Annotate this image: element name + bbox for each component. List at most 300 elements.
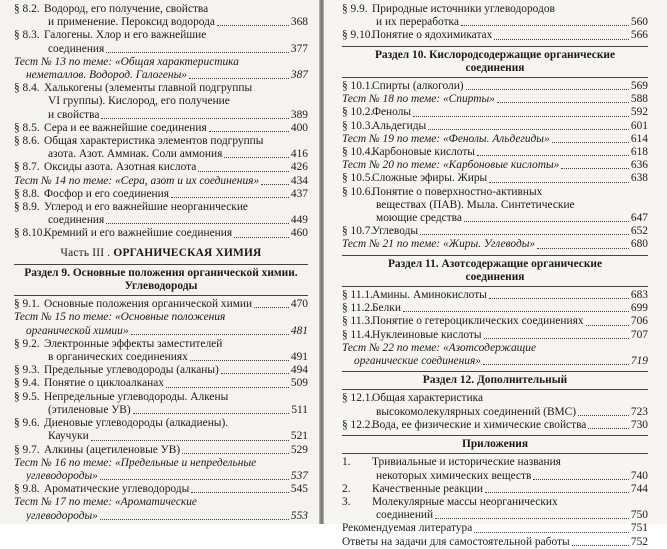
toc-entry: [14, 483, 308, 496]
toc-entry-text: [14, 56, 239, 69]
toc-entry: [342, 315, 648, 328]
dot-leader: [497, 102, 629, 103]
toc-entry-text: [342, 106, 411, 119]
toc-entry-line: [14, 29, 308, 42]
toc-entry-title: Тест № 15 по теме: «Основные положения: [14, 311, 226, 324]
toc-page-number: 719: [630, 355, 648, 368]
toc-entry-text: [14, 175, 259, 188]
section-10-heading: [342, 46, 648, 78]
toc-entry-title: Диеновые углеводороды (алкадиены).: [44, 417, 229, 430]
toc-entry-line: [342, 342, 648, 355]
toc-page-number: 592: [630, 106, 648, 119]
toc-entry: [342, 146, 648, 159]
toc-entry: [342, 225, 648, 238]
toc-entry-title: Непредельные углеводороды. Алкены: [44, 390, 229, 403]
toc-entry: [342, 329, 648, 342]
toc-entry-number: 2.: [342, 482, 351, 495]
toc-entry: [342, 3, 648, 29]
toc-page-number: 368: [290, 16, 308, 29]
toc-entry-text: [342, 225, 418, 238]
toc-entry-line: [342, 106, 648, 119]
toc-entry-line: [14, 496, 308, 509]
section-12-heading: [342, 371, 648, 390]
toc-entry-continuation: [14, 351, 308, 364]
toc-entry-number: § 9.3.: [14, 364, 40, 377]
dot-leader: [171, 197, 289, 198]
section-11-title: Раздел 11. Азотсодержащие органические: [387, 257, 603, 270]
toc-entry-continuation: [14, 109, 308, 122]
toc-entry-title: Ответы на задачи для самостоятельной работы: [342, 535, 570, 548]
toc-entry-line: [14, 391, 308, 404]
toc-entry-title: VI группы). Кислород, его получение: [48, 95, 230, 108]
dot-leader: [221, 373, 289, 374]
toc-page-number: 426: [290, 161, 308, 174]
toc-group-left-a: [14, 3, 308, 241]
toc-entry-continuation: [342, 16, 648, 29]
dot-leader: [106, 223, 289, 224]
dot-leader: [403, 311, 629, 312]
toc-entry-title: Нуклеиновые кислоты: [372, 328, 482, 341]
toc-entry-text: [342, 302, 401, 315]
toc-entry-line: [14, 56, 308, 69]
toc-entry-title: Тест № 17 по теме: «Ароматические: [14, 496, 197, 509]
dot-leader: [100, 479, 289, 480]
toc-entry-title: Общая характеристика элементов подгруппы: [44, 135, 264, 148]
toc-entry-title: Тест № 22 по теме: «Азотсодержащие: [342, 341, 537, 354]
toc-entry-text: [14, 417, 228, 430]
toc-entry-title: в органических соединениях: [48, 351, 188, 364]
toc-entry-line: [14, 377, 308, 390]
toc-page-number: 553: [290, 509, 308, 522]
toc-entry: [14, 122, 308, 135]
toc-test-entry: [14, 175, 308, 188]
toc-entry-text: [342, 172, 487, 185]
toc-entry-title: моющие средства: [376, 212, 462, 225]
toc-entry: [342, 29, 648, 42]
toc-entry-text: [342, 536, 570, 549]
toc-page-number: 400: [290, 121, 308, 134]
toc-entry-title: Белки: [372, 302, 401, 315]
toc-entry-line: [342, 419, 648, 432]
toc-entry-title: Альдегиды: [372, 119, 427, 132]
toc-entry-title: соединения: [48, 42, 105, 55]
toc-entry-line: [14, 338, 308, 351]
toc-entry: [14, 417, 308, 443]
toc-entry-text: [14, 377, 164, 390]
toc-entry-text: [342, 392, 483, 405]
toc-entry-text: [14, 338, 222, 351]
toc-entry-line: [342, 522, 648, 535]
dot-leader: [588, 428, 629, 429]
toc-entry-title: Амины. Аминокислоты: [372, 289, 487, 302]
toc-entry: [342, 186, 648, 226]
toc-entry: [14, 391, 308, 417]
toc-entry-text: [342, 159, 559, 172]
toc-page-number: 437: [290, 187, 308, 200]
toc-entry-line: [342, 120, 648, 133]
toc-entry-line: [14, 227, 308, 240]
toc-entry-line: [14, 201, 308, 214]
toc-entry-text: [14, 188, 169, 201]
toc-page-number: 481: [290, 324, 308, 337]
toc-page-number: 569: [630, 80, 648, 93]
toc-entry-text: [14, 122, 207, 135]
toc-entry-line: [342, 172, 648, 185]
toc-page-number: 652: [630, 225, 648, 238]
section-10-title: Раздел 10. Кислородсодержащие органические: [374, 48, 616, 61]
toc-entry: [14, 29, 308, 55]
toc-entry-text: [14, 496, 197, 509]
toc-entry-line: [342, 225, 648, 238]
toc-entry-title: Основные положения органической химии: [44, 298, 253, 311]
dot-leader: [466, 89, 629, 90]
toc-entry-title: и их переработка: [376, 16, 459, 29]
dot-leader: [131, 334, 289, 335]
toc-entry-text: [342, 329, 482, 342]
toc-group-right-d: [342, 392, 648, 432]
right-toc-column: [342, 3, 648, 549]
toc-entry-number: § 10.5.: [342, 172, 374, 185]
dot-leader: [533, 479, 629, 480]
toc-page-number: 707: [630, 328, 648, 341]
toc-page-number: 614: [630, 132, 648, 145]
toc-entry: [342, 419, 648, 432]
toc-test-entry: [14, 311, 308, 337]
toc-entry: [342, 120, 648, 133]
toc-entry-text: [342, 289, 487, 302]
toc-entry: [14, 338, 308, 364]
toc-page-number: 751: [630, 522, 648, 535]
dot-leader: [461, 25, 629, 26]
toc-entry-text: [14, 391, 228, 404]
toc-entry-continuation: [14, 69, 308, 82]
toc-entry-title: Предельные углеводороды (алканы): [44, 364, 219, 377]
toc-entry-number: § 9.7.: [14, 443, 40, 456]
toc-entry-title: Электронные эффекты заместителей: [44, 337, 223, 350]
toc-group-right-a: [342, 3, 648, 43]
dot-leader: [484, 338, 629, 339]
toc-entry-number: § 9.8.: [14, 483, 40, 496]
toc-page-number: 460: [290, 227, 308, 240]
dot-leader: [166, 387, 289, 388]
toc-entry: [342, 80, 648, 93]
toc-entry-number: 3.: [342, 495, 351, 508]
toc-entry-continuation: [342, 355, 648, 368]
dot-leader: [552, 142, 629, 143]
toc-page-number: 680: [630, 238, 648, 251]
toc-entry-title: Тест № 20 по теме: «Карбоновые кислоты»: [342, 159, 560, 172]
dot-leader: [420, 234, 629, 235]
toc-entry-title: Каучуки: [48, 430, 89, 443]
toc-entry-line: [342, 315, 648, 328]
toc-entry-text: [342, 29, 492, 42]
toc-entry-text: [342, 133, 550, 146]
dot-leader: [413, 116, 629, 117]
toc-page-number: 638: [630, 172, 648, 185]
toc-entry-line: [14, 82, 308, 95]
toc-entry-title: Тест № 21 по теме: «Жиры. Углеводы»: [342, 238, 536, 251]
toc-entry-number: § 12.2.: [342, 418, 374, 431]
toc-entry-line: [342, 146, 648, 159]
toc-entry-text: [14, 444, 180, 457]
toc-entry-title: Сера и ее важнейшие соединения: [44, 121, 207, 134]
toc-entry-line: [14, 457, 308, 470]
toc-entry-title: Водород, его получение, свойства: [44, 3, 209, 15]
toc-entry-title: Понятие о гетероциклических соединениях: [372, 315, 584, 328]
toc-page-number: 511: [291, 403, 308, 416]
toc-entry-text: [14, 82, 252, 95]
toc-entry-title: соединений: [376, 509, 434, 522]
dot-leader: [91, 440, 289, 441]
toc-entry-text: [14, 227, 232, 240]
toc-entry-line: [342, 536, 648, 549]
toc-entry-number: § 10.1.: [342, 80, 374, 93]
dot-leader: [189, 78, 289, 79]
dot-leader: [101, 118, 288, 119]
dot-leader: [489, 298, 629, 299]
toc-entry-line: [14, 311, 308, 324]
toc-page-number: 434: [290, 174, 308, 187]
toc-entry-title: Природные источники углеводородов: [372, 3, 555, 15]
dot-leader: [209, 131, 289, 132]
toc-entry: [14, 135, 308, 161]
toc-entry-line: [14, 298, 308, 311]
toc-entry-text: [14, 483, 189, 496]
toc-entry-number: § 10.7.: [342, 225, 374, 238]
toc-entry-number: § 8.2.: [14, 3, 40, 15]
toc-entry-number: § 9.2.: [14, 337, 40, 350]
toc-entry: [14, 3, 308, 29]
toc-entry: [342, 496, 648, 522]
toc-entry: [342, 522, 648, 535]
toc-entry-title: углеводороды»: [26, 469, 98, 482]
toc-page-number: 706: [630, 315, 648, 328]
toc-entry-number: § 10.3.: [342, 119, 374, 132]
section-12-title: Раздел 12. Дополнительный: [422, 374, 568, 387]
toc-entry-line: [342, 133, 648, 146]
toc-page-number: 723: [630, 405, 648, 418]
toc-entry-text: [342, 456, 561, 469]
toc-entry-text: [342, 315, 584, 328]
toc-entry-text: [342, 483, 483, 496]
toc-entry-title: Галогены. Хлор и его важнейшие: [44, 29, 207, 42]
section-11-heading: [342, 255, 648, 287]
toc-page-number: 416: [290, 148, 308, 161]
toc-entry-title: Спирты (алкоголи): [372, 80, 464, 93]
toc-test-entry: [342, 93, 648, 106]
toc-entry-text: [14, 311, 225, 324]
toc-entry: [342, 302, 648, 315]
toc-entry-line: [14, 483, 308, 496]
toc-entry-continuation: [14, 430, 308, 443]
dot-leader: [254, 307, 289, 308]
toc-page-number: 588: [630, 93, 648, 106]
toc-entry-number: § 9.6.: [14, 417, 40, 430]
toc-entry-line: [14, 175, 308, 188]
toc-entry: [14, 364, 308, 377]
toc-entry-line: [14, 135, 308, 148]
toc-entry-title: (этиленовые УВ): [48, 403, 131, 416]
toc-entry-title: и свойства: [48, 108, 100, 121]
toc-entry-title: Сложные эфиры. Жиры: [372, 172, 488, 185]
toc-entry-text: [14, 201, 248, 214]
toc-entry-text: [342, 93, 495, 106]
dot-leader: [561, 168, 629, 169]
appendix-heading: [342, 435, 648, 454]
toc-page-number: 537: [290, 469, 308, 482]
toc-entry-title: Ароматические углеводороды: [44, 483, 190, 496]
dot-leader: [100, 519, 289, 520]
toc-page-number: 449: [290, 214, 308, 227]
toc-entry-continuation: [14, 404, 308, 417]
toc-entry-title: Молекулярные массы неорганических: [372, 495, 558, 508]
toc-entry-text: [342, 419, 586, 432]
toc-entry-title: Вода, ее физические и химические свойства: [372, 418, 587, 431]
toc-entry-number: § 9.5.: [14, 390, 40, 403]
section-9-heading: [14, 264, 308, 296]
toc-entry-text: [14, 3, 208, 16]
toc-page-number: 740: [630, 469, 648, 482]
toc-entry-line: [342, 159, 648, 172]
toc-test-entry: [342, 159, 648, 172]
toc-entry-text: [14, 29, 206, 42]
toc-entry-text: [342, 496, 558, 509]
toc-entry-line: [342, 80, 648, 93]
toc-entry-title: соединения: [48, 214, 105, 227]
toc-entry-text: [14, 135, 263, 148]
dot-leader: [234, 237, 289, 238]
toc-entry: [342, 172, 648, 185]
toc-entry-text: [342, 120, 426, 133]
toc-page-number: 647: [630, 212, 648, 225]
toc-entry-text: [342, 238, 535, 251]
dot-leader: [483, 364, 629, 365]
toc-entry-continuation: [14, 148, 308, 161]
section-10-subtitle: соединения: [465, 61, 525, 74]
toc-entry-continuation: [342, 509, 648, 522]
toc-entry-title: Кремний и его важнейшие соединения: [44, 227, 233, 240]
toc-page-number: 752: [630, 535, 648, 548]
dot-leader: [572, 545, 629, 546]
toc-entry-title: Тривиальные и исторические названия: [372, 456, 561, 469]
toc-entry: [342, 289, 648, 302]
toc-entry-title: Фенолы: [372, 106, 412, 119]
toc-entry-title: Тест № 18 по теме: «Спирты»: [342, 93, 495, 106]
part-prefix: Часть III .: [60, 246, 111, 259]
toc-entry-title: Понятие о ядохимикатах: [372, 29, 493, 42]
part-heading: [14, 247, 308, 260]
toc-entry-number: § 8.6.: [14, 135, 40, 148]
toc-entry-text: [342, 522, 472, 535]
toc-entry-continuation: [342, 470, 648, 483]
toc-group-right-e: [342, 456, 648, 548]
dot-leader: [537, 248, 629, 249]
toc-entry-number: § 9.9.: [342, 3, 368, 15]
toc-test-entry: [342, 238, 648, 251]
toc-entry-title: Алкины (ацетиленовые УВ): [44, 443, 181, 456]
toc-entry-text: [14, 298, 252, 311]
dot-leader: [106, 52, 289, 53]
toc-test-entry: [342, 342, 648, 368]
toc-page-number: 389: [290, 108, 308, 121]
toc-entry-title: Оксиды азота. Азотная кислота: [44, 161, 197, 174]
toc-entry-continuation: [342, 406, 648, 419]
toc-entry-number: § 8.10.: [14, 227, 46, 240]
toc-entry-title: Тест № 19 по теме: «Фенолы. Альдегиды»: [342, 132, 550, 145]
toc-entry-number: § 9.1.: [14, 298, 40, 311]
toc-entry-title: Качественные реакции: [372, 482, 484, 495]
toc-entry-continuation: [342, 212, 648, 225]
toc-entry: [14, 201, 308, 227]
toc-test-entry: [342, 133, 648, 146]
dot-leader: [224, 157, 289, 158]
toc-entry-title: Понятие о циклоалканах: [44, 377, 164, 390]
toc-page-number: 545: [290, 483, 308, 496]
toc-entry-line: [342, 456, 648, 469]
toc-entry-line: [14, 3, 308, 16]
dot-leader: [133, 413, 290, 414]
dot-leader: [474, 532, 629, 533]
section-9-title: Раздел 9. Основные положения органической химии.: [24, 266, 298, 279]
toc-entry-title: Общая характеристика: [372, 392, 484, 405]
toc-entry-line: [342, 3, 648, 16]
toc-entry-continuation: [342, 199, 648, 212]
toc-entry-title: Рекомендуемая литература: [342, 522, 473, 535]
toc-entry-continuation: [14, 43, 308, 56]
left-toc-column: [14, 3, 308, 523]
toc-entry-line: [342, 29, 648, 42]
toc-entry-text: [14, 161, 196, 174]
dot-leader: [485, 492, 629, 493]
toc-entry-number: § 10.2.: [342, 106, 374, 119]
toc-page-number: 636: [630, 159, 648, 172]
toc-entry: [342, 536, 648, 549]
toc-entry-continuation: [14, 95, 308, 108]
dot-leader: [578, 415, 629, 416]
toc-entry-number: § 11.3.: [342, 315, 373, 328]
toc-entry-title: Понятие о поверхностно-активных: [372, 185, 543, 198]
toc-entry: [342, 483, 648, 496]
toc-entry-number: § 8.7.: [14, 161, 40, 174]
toc-entry-number: § 8.9.: [14, 201, 40, 214]
toc-page-number: 529: [290, 443, 308, 456]
toc-entry: [14, 227, 308, 240]
toc-entry-title: Карбоновые кислоты: [372, 146, 475, 159]
dot-leader: [198, 171, 289, 172]
toc-page-number: 509: [290, 377, 308, 390]
toc-entry-title: азота. Азот. Аммиак. Соли аммония: [48, 148, 223, 161]
toc-entry-title: органические соединения»: [354, 355, 481, 368]
toc-page-number: 387: [290, 69, 308, 82]
toc-entry: [14, 298, 308, 311]
toc-entry: [14, 188, 308, 201]
dot-leader: [586, 325, 629, 326]
toc-entry-continuation: [14, 470, 308, 483]
toc-test-entry: [14, 56, 308, 82]
toc-entry-number: § 9.4.: [14, 377, 40, 390]
toc-entry-line: [342, 392, 648, 405]
toc-entry-number: § 8.4.: [14, 82, 40, 95]
toc-page-number: 744: [630, 482, 648, 495]
toc-entry-text: [342, 146, 475, 159]
toc-entry-title: Халькогены (элементы главной подгруппы: [44, 82, 253, 95]
toc-entry-title: веществах (ПАВ). Мыла. Синтетические: [376, 198, 575, 211]
toc-entry-text: [14, 457, 256, 470]
toc-entry-line: [14, 364, 308, 377]
toc-entry-line: [342, 483, 648, 496]
toc-entry-line: [342, 329, 648, 342]
toc-page-number: 491: [290, 351, 308, 364]
